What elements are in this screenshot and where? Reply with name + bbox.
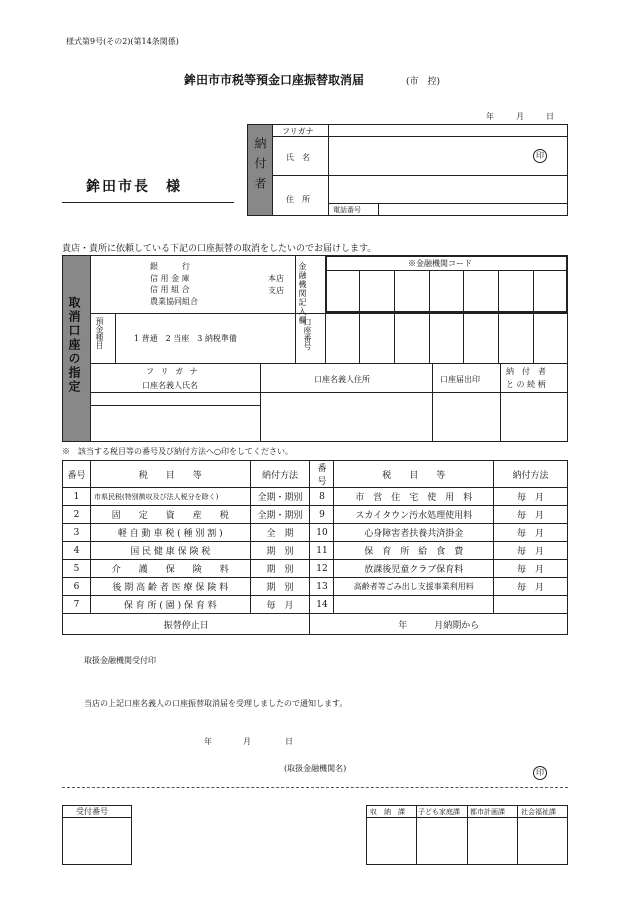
col-tax-item: 税 目 等	[90, 461, 250, 488]
seal-label: 口座届出印	[440, 375, 480, 384]
dept-2: 子ども家庭課	[418, 808, 460, 816]
tax-table	[62, 460, 568, 635]
form-number: 様式第9号(その2)(第14条関係)	[66, 37, 179, 46]
notice-date-month: 月	[243, 737, 251, 746]
notice-text: 当店の上記口座名義人の口座振替取消届を受理しましたので通知します。	[84, 699, 348, 708]
date-day-label: 日	[546, 112, 554, 121]
date-year-label: 年	[486, 112, 494, 121]
holder-address-label: 口座名義人住所	[314, 375, 370, 384]
account-side-label: 取消口座の指定	[67, 296, 81, 394]
date-month-label: 月	[516, 112, 524, 121]
payer-seal-icon: 印	[533, 149, 547, 163]
institution-types: 銀 行 信 用 金 庫 信 用 組 合 農業協同組合	[150, 262, 198, 306]
deposit-type-options[interactable]: 1 普通 2 当座 3 納税準備	[134, 334, 237, 343]
cut-line	[62, 787, 568, 788]
intro-text: 貴店・貴所に依頼している下記の口座振替の取消をしたいのでお届けします。	[62, 244, 377, 254]
relation-label-2: と の 続 柄	[506, 380, 546, 389]
table-row: 7 保 育 所 ( 園 ) 保 育 料 毎 月 14	[63, 596, 568, 614]
payer-label: 納付者	[253, 137, 267, 197]
dept-3: 都市計画課	[470, 808, 505, 816]
stop-date-label: 振替停止日	[63, 614, 310, 635]
payer-furigana-label: フリガナ	[282, 127, 314, 136]
table-row: 5 介 護 保 険 料 期 別 12 放課後児童クラブ保育料 毎 月	[63, 560, 568, 578]
deposit-type-label: 預金種目	[95, 317, 104, 349]
notice-date-day: 日	[285, 737, 293, 746]
payer-name-field[interactable]	[328, 137, 518, 174]
table-row: 4 国 民 健 康 保 険 税 期 別 11 保 育 所 給 食 費 毎 月	[63, 542, 568, 560]
receipt-number-label: 受付番号	[76, 807, 108, 816]
dept-4: 社会福祉課	[521, 808, 556, 816]
bank-seal-icon: 印	[533, 766, 547, 780]
holder-furigana-label: フ リ ガ ナ	[146, 367, 200, 376]
col-number: 番号	[63, 461, 91, 488]
copy-tag: (市 控)	[406, 77, 441, 87]
relation-label-1: 納 付 者	[506, 367, 546, 376]
table-row: 3 軽 自 動 車 税 ( 種 別 割 ) 全 期 10 心身障害者扶養共済掛金 毎 月	[63, 524, 568, 542]
col-number: 番号	[310, 461, 334, 488]
table-row: 2 固 定 資 産 税 全期・期別 9 スカイタウン汚水処理使用料 毎 月	[63, 506, 568, 524]
col-method: 納付方法	[494, 461, 568, 488]
code-fill-label: 金融機関記入欄	[298, 262, 307, 325]
form-title: 鉾田市市税等預金口座振替取消届	[184, 73, 365, 87]
bank-receipt-label: 取扱金融機関受付印	[84, 656, 156, 665]
payer-address-field[interactable]	[328, 176, 568, 203]
col-tax-item: 税 目 等	[334, 461, 494, 488]
table-row: 1 市県民税(特別徴収及び法人税分を除く) 全期・期別 8 市 営 住 宅 使 用 料 毎 月	[63, 488, 568, 506]
notice-date-year: 年	[204, 737, 212, 746]
payer-phone-label: 電話番号	[333, 206, 361, 214]
tax-table-header	[63, 461, 568, 488]
payer-phone-field[interactable]	[379, 204, 567, 215]
tax-note: ※ 該当する税目等の番号及び納付方法へ○印をしてください。	[62, 447, 293, 456]
bank-code-header: ※金融機関コード	[408, 259, 472, 268]
holder-name-label: 口座名義人氏名	[142, 381, 198, 390]
stop-date-row	[63, 614, 568, 635]
branch-types: 本店 支店	[268, 274, 284, 295]
addressee: 鉾田市長 様	[86, 179, 182, 195]
table-row: 6 後 期 高 齢 者 医 療 保 険 料 期 別 13 高齢者等ごみ出し支援事業利用料 毎 月	[63, 578, 568, 596]
payer-name-label: 氏 名	[286, 153, 310, 162]
payer-address-label: 住 所	[286, 195, 310, 204]
dept-1: 収 納 課	[370, 808, 405, 816]
bank-name-label: (取扱金融機関名)	[284, 764, 347, 773]
stop-date-value[interactable]: 年 月納期から	[310, 614, 568, 635]
account-number-label: 口座番号	[303, 318, 312, 350]
col-method: 納付方法	[250, 461, 310, 488]
